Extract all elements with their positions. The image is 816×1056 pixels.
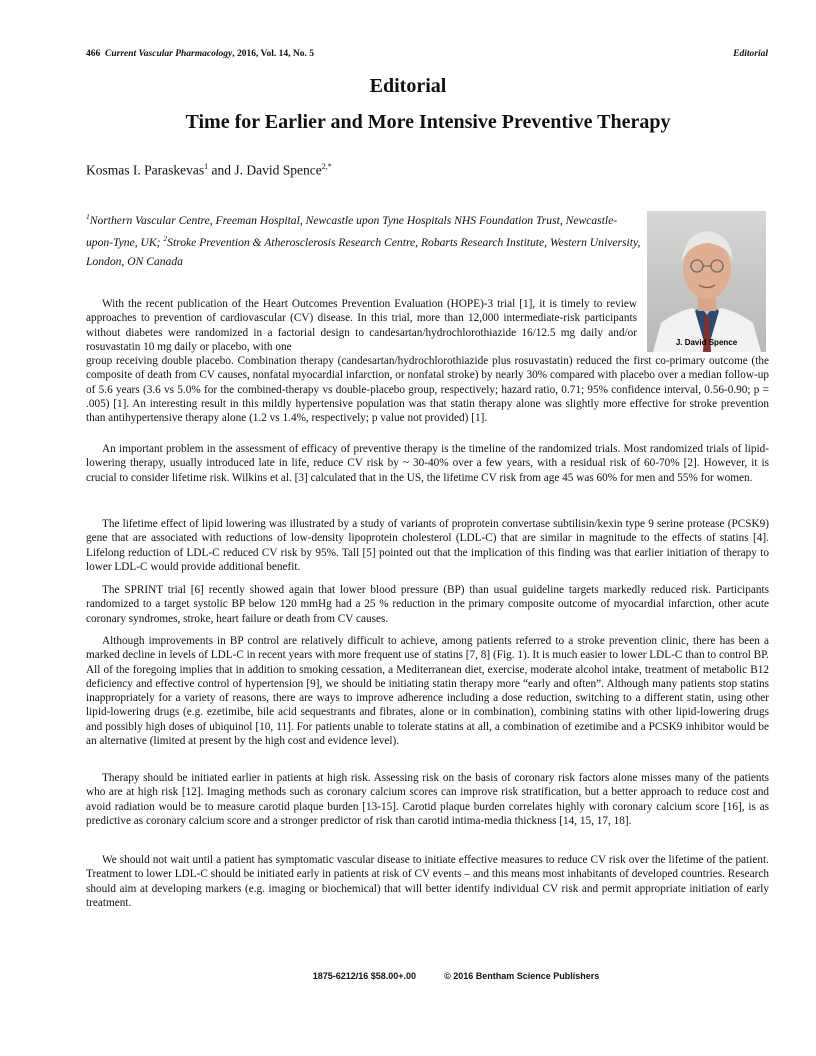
paragraph-1a-text: With the recent publication of the Heart Outcomes Prevention Evaluation (HOPE)-3 trial [1], it is timely to review approaches to prevention of cardiovascular (CV) disease. In this trial, more than 12,000 intermediate-risk participants without diabetes were randomized in a factorial design to candesartan/hydrochlorothiazide 16/12.5 mg daily and/or rosuvastatin 10 mg daily or placebo, with one [86, 298, 637, 353]
paragraph-5-text: Although improvements in BP control are relatively difficult to achieve, among patients referred to a stroke prevention clinic, there has been a marked decline in levels of LDL-C in recent years with more frequent use of statins [7, 8] (Fig. 1). It is much easier to lower LDL-C than to control BP. All of the foregoing implies that in addition to smoking cessation, a Mediterranean diet, exercise, moderate alcohol intake, treatment of metabolic B12 deficiency and effective control of hypertension [9], we should be initiating statin therapy more “early and often”. Although many patients stop statins inappropriately for a variety of reasons, there are ways to improve adherence including a dose reduction, switching to a different statin, using other lipid-lowering drugs (e.g. ezetimibe, bile acid sequestrants and fibrates, alone or in combination), combining statins with other lipid-lowering drugs and possibly high doses of ubiquinol [10, 11]. For patients unable to tolerate statins at all, a combination of ezetimibe and a PCSK9 inhibitor would be an alternative (limited at present by the high cost and evidence level). [86, 635, 769, 748]
issn-price: 1875-6212/16 $58.00+.00 [312, 971, 417, 981]
author-list [86, 162, 332, 179]
affil-1-marker: 1 [86, 212, 90, 221]
author-2-affil-marker: 2,* [321, 162, 332, 171]
author-portrait-image [647, 211, 766, 352]
photo-caption: J. David Spence [675, 338, 738, 347]
journal-name: Current Vascular Pharmacology [105, 49, 233, 59]
paragraph-5 [86, 634, 769, 748]
running-header-left [86, 49, 314, 59]
paragraph-2 [86, 442, 769, 485]
section-label: Editorial [733, 49, 768, 59]
paragraph-4-text: The SPRINT trial [6] recently showed again that lower blood pressure (BP) than usual guideline targets markedly reduced risk. Participants randomized to a target systolic BP below 120 mmHg had a 25 % reduction in the primary composite outcome of myocardial infarction, other acute coronary syndromes, stroke, heart failure or death from CV causes. [86, 584, 769, 625]
page-footer [0, 971, 816, 981]
author-photo [647, 211, 766, 352]
paragraph-3 [86, 517, 769, 574]
affil-2-marker: 2 [163, 234, 168, 244]
paragraph-4 [86, 583, 769, 626]
article-type: Editorial [369, 75, 447, 97]
author-1-affil-marker: 1 [204, 162, 209, 171]
author-2: J. David Spence [234, 162, 322, 178]
paragraph-7-text: We should not wait until a patient has symptomatic vascular disease to initiate effective measures to reduce CV risk over the lifetime of the patient. Treatment to lower LDL-C should be initiated early in patients at risk of CV events – and this means most inhabitants of developed countries. Research should aim at developing markers (e.g. imaging or biochemical) that will better identify individual CV risk and permit appropriate initiation of early treatment. [86, 854, 769, 909]
affiliations [86, 208, 642, 271]
affil-2-text: Stroke Prevention & Atherosclerosis Research Centre, Robarts Research Institute, Western University, London, ON Canada [86, 236, 641, 268]
paragraph-6-text: Therapy should be initiated earlier in patients at high risk. Assessing risk on the basis of coronary risk factors alone misses many of the patients who are at high risk [12]. Imaging methods such as coronary calcium scores can improve risk stratification, but a better approach to reduce cost and avoid radiation would be to measure carotid plaque burden [13-15]. Carotid plaque burden correlates highly with coronary calcium score [16], is as predictive as coronary calcium score and a stronger predictor of risk than carotid intima-media thickness [14, 15, 17, 18]. [86, 772, 769, 827]
running-header [86, 49, 768, 63]
copyright: © 2016 Bentham Science Publishers [444, 971, 600, 981]
journal-volume: , 2016, Vol. 14, No. 5 [232, 49, 315, 59]
page-number: 466 [86, 49, 101, 59]
paragraph-1b: group receiving double placebo. Combination therapy (candesartan/hydrochlorothiazide plus rosuvastatin) reduced the first co-primary outcome (the composite of death from CV causes, nonfatal myocardial infarction, or nonfatal stroke) by nearly 30% compared with placebo over a median follow-up of 5.6 years (3.6 vs 5.0% for the combined-therapy vs double-placebo group, respectively; hazard ratio, 0.71; 95% confidence interval, 0.56-0.90; p = .005) [1]. An interesting result in this mildly hypertensive population was that statin therapy alone was slightly more effective for stroke prevention than antihypertensive therapy alone (1.2 vs 1.4%, respectively; p value not provided) [1]. [86, 355, 769, 425]
paragraph-2-text: An important problem in the assessment of efficacy of preventive therapy is the timeline of the randomized trials. Most randomized trials of lipid-lowering therapy, usually introduced late in life, reduce CV risk by ~ 30-40% over a few years, with a residual risk of 60-70% [2]. However, it is crucial to consider lifetime risk. Wilkins et al. [3] calculated that in the US, the lifetime CV risk from age 45 was 60% for men and 55% for women. [86, 443, 769, 484]
paragraph-6 [86, 771, 769, 828]
paragraph-3-text: The lifetime effect of lipid lowering was illustrated by a study of variants of proprotein convertase subtilisin/kexin type 9 serine protease (PCSK9) gene that are associated with reductions of low-density lipoprotein cholesterol (LDL-C) that are similar in magnitude to the effects of statins [4]. Lifelong reduction of LDL-C reduced CV risk by 95%. Tall [5] pointed out that the implication of this finding was that earlier initiation of therapy to lower LDL-C would provide additional benefit. [86, 518, 769, 573]
affil-1-text: Northern Vascular Centre, Freeman Hospital, Newcastle upon Tyne Hospitals NHS Foundation Trust, Newcastle-upon-Tyne, UK; [86, 213, 618, 250]
author-1: Kosmas I. Paraskevas [86, 162, 205, 178]
paragraph-7 [86, 853, 769, 910]
author-conjunction: and [208, 162, 235, 178]
article-title: Time for Earlier and More Intensive Preventive Therapy [185, 111, 671, 133]
paragraph-1a [86, 297, 637, 354]
